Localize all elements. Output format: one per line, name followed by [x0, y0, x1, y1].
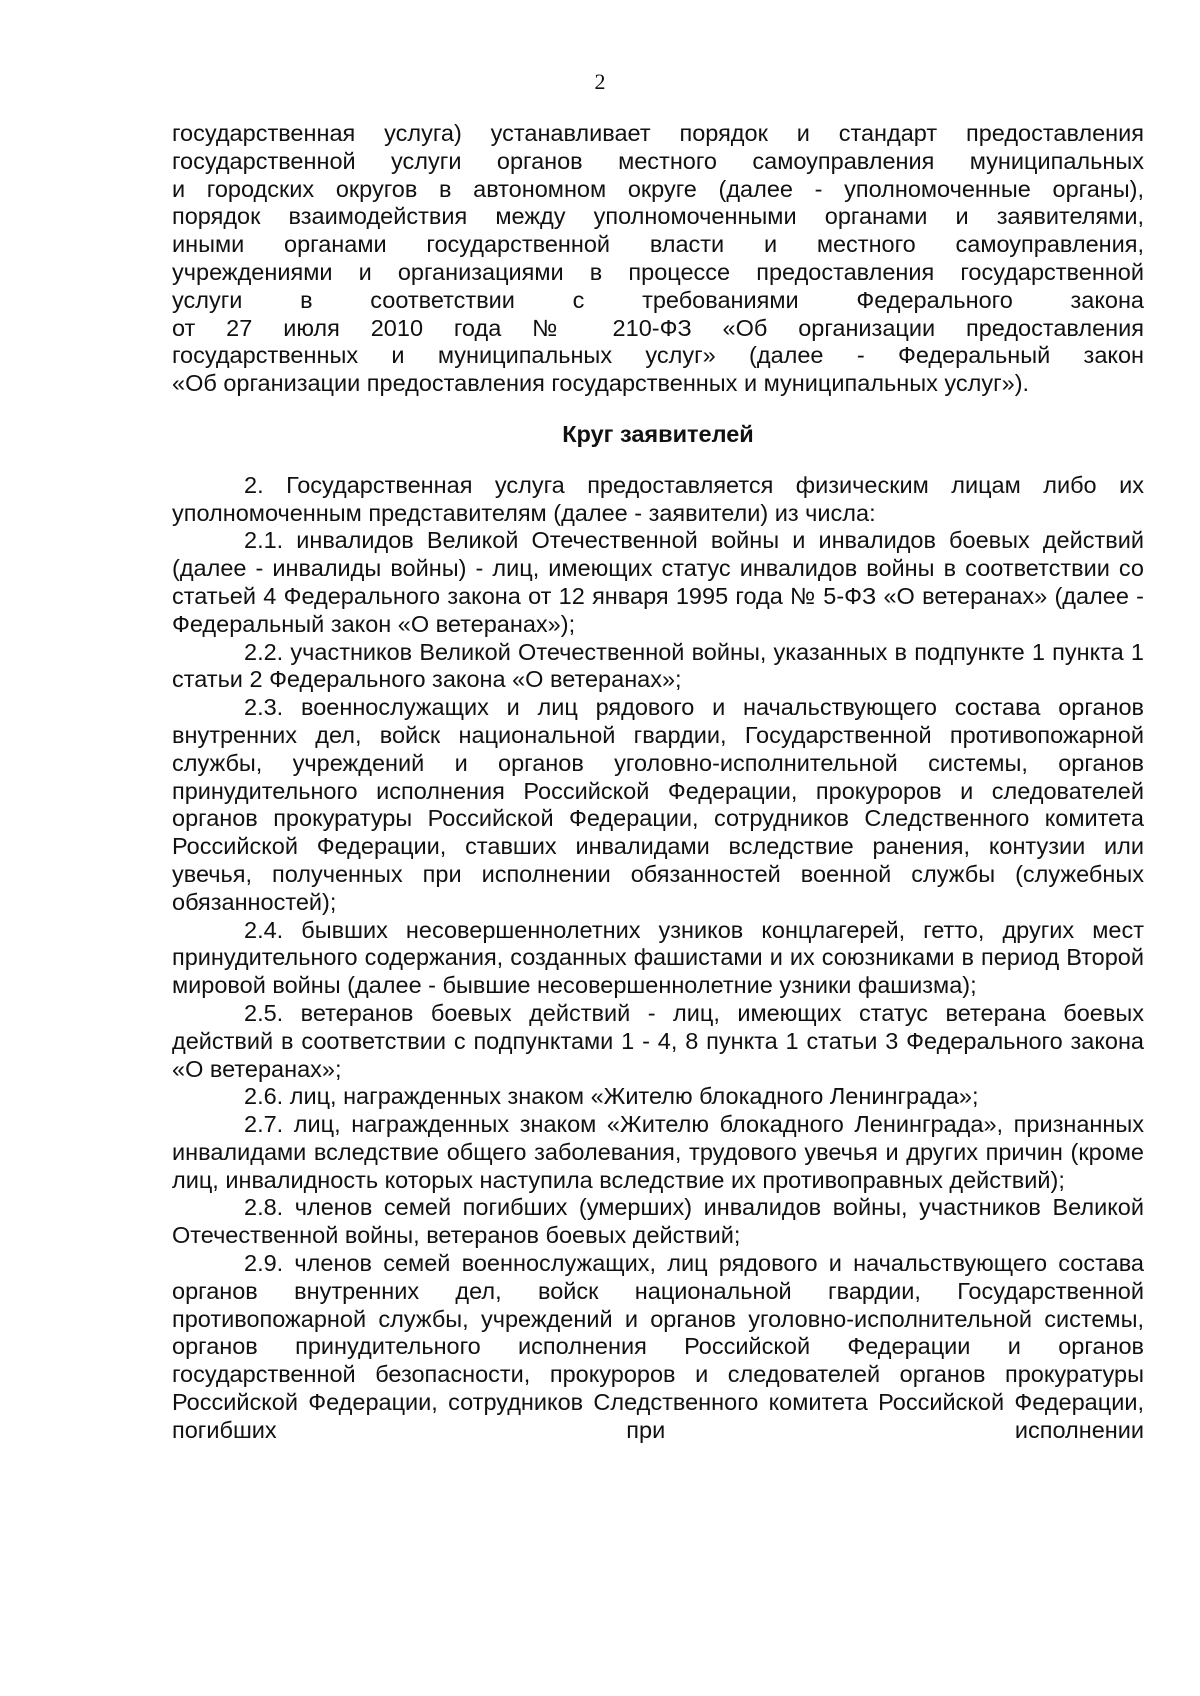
intro-line: от 27 июля 2010 года № 210-ФЗ «Об организации предоставления: [172, 314, 1144, 341]
intro-line: государственных и муниципальных услуг» (далее - Федеральный закон: [172, 342, 1144, 369]
intro-line: государственная услуга) устанавливает порядок и стандарт предоставления: [172, 120, 1144, 146]
paragraph-2-9: 2.9. членов семей военнослужащих, лиц рядового и начальствующего состава органов внутренних дел, войск национальной гвардии, Государственной противопожарной службы, учреждений и органов уголовно-исполнительной системы, органов принудительного исполнения Российской Федерации и органов государственной безопасности, прокуроров и следователей органов прокуратуры Российской Федерации, сотрудников Следственного комитета Российской Федерации, погибших при исполнении: [172, 1250, 1144, 1443]
intro-line: порядок взаимодействия между уполномоченными органами и заявителями,: [172, 203, 1144, 230]
intro-line: государственной услуги органов местного самоуправления муниципальных: [172, 147, 1144, 174]
intro-paragraph: [172, 120, 1144, 398]
paragraph-2-8: 2.8. членов семей погибших (умерших) инвалидов войны, участников Великой Отечественной войны, ветеранов боевых действий;: [172, 1194, 1144, 1249]
intro-line: учреждениями и организациями в процессе предоставления государственной: [172, 258, 1144, 285]
paragraph-2: 2. Государственная услуга предоставляется физическим лицам либо их уполномоченным представителям (далее - заявители) из числа:: [172, 471, 1144, 526]
paragraph-2-4: 2.4. бывших несовершеннолетних узников концлагерей, гетто, других мест принудительного содержания, созданных фашистами и их союзниками в период Второй мировой войны (далее - бывшие несовершеннолетние узники фашизма);: [172, 916, 1144, 999]
paragraph-2-3: 2.3. военнослужащих и лиц рядового и начальствующего состава органов внутренних дел, войск национальной гвардии, Государственной противопожарной службы, учреждений и органов уголовно-исполнительной системы, органов принудительного исполнения Российской Федерации, прокуроров и следователей органов прокуратуры Российской Федерации, сотрудников Следственного комитета Российской Федерации, ставших инвалидами вследствие ранения, контузии или увечья, полученных при исполнении обязанностей военной службы (служебных обязанностей);: [172, 694, 1144, 915]
paragraph-2-5: 2.5. ветеранов боевых действий - лиц, имеющих статус ветерана боевых действий в соответствии с подпунктами 1 - 4, 8 пункта 1 статьи 3 Федерального закона «О ветеранах»;: [172, 999, 1144, 1082]
paragraph-2-2: 2.2. участников Великой Отечественной войны, указанных в подпункте 1 пункта 1 статьи 2 Федерального закона «О ветеранах»;: [172, 638, 1144, 693]
paragraph-2-1: 2.1. инвалидов Великой Отечественной войны и инвалидов боевых действий (далее - инвалиды войны) - лиц, имеющих статус инвалидов войны в соответствии со статьей 4 Федерального закона от 12 января 1995 года № 5-ФЗ «О ветеранах» (далее - Федеральный закон «О ветеранах»);: [172, 527, 1144, 637]
intro-line: и городских округов в автономном округе (далее - уполномоченные органы),: [172, 175, 1144, 202]
intro-line: иными органами государственной власти и местного самоуправления,: [172, 231, 1144, 258]
document-body: [172, 120, 1144, 1445]
paragraph-2-6: 2.6. лиц, награжденных знаком «Жителю блокадного Ленинграда»;: [244, 1083, 979, 1110]
intro-line: «Об организации предоставления государственных и муниципальных услуг»).: [172, 370, 1030, 397]
intro-line: услуги в соответствии с требованиями Федерального закона: [172, 286, 1144, 313]
paragraph-2-7: 2.7. лиц, награжденных знаком «Жителю блокадного Ленинграда», признанных инвалидами вследствие общего заболевания, трудового увечья и других причин (кроме лиц, инвалидность которых наступила вследствие их противоправных действий);: [172, 1111, 1144, 1193]
section-heading: Круг заявителей: [562, 420, 754, 447]
page-number: 2: [594, 69, 606, 94]
